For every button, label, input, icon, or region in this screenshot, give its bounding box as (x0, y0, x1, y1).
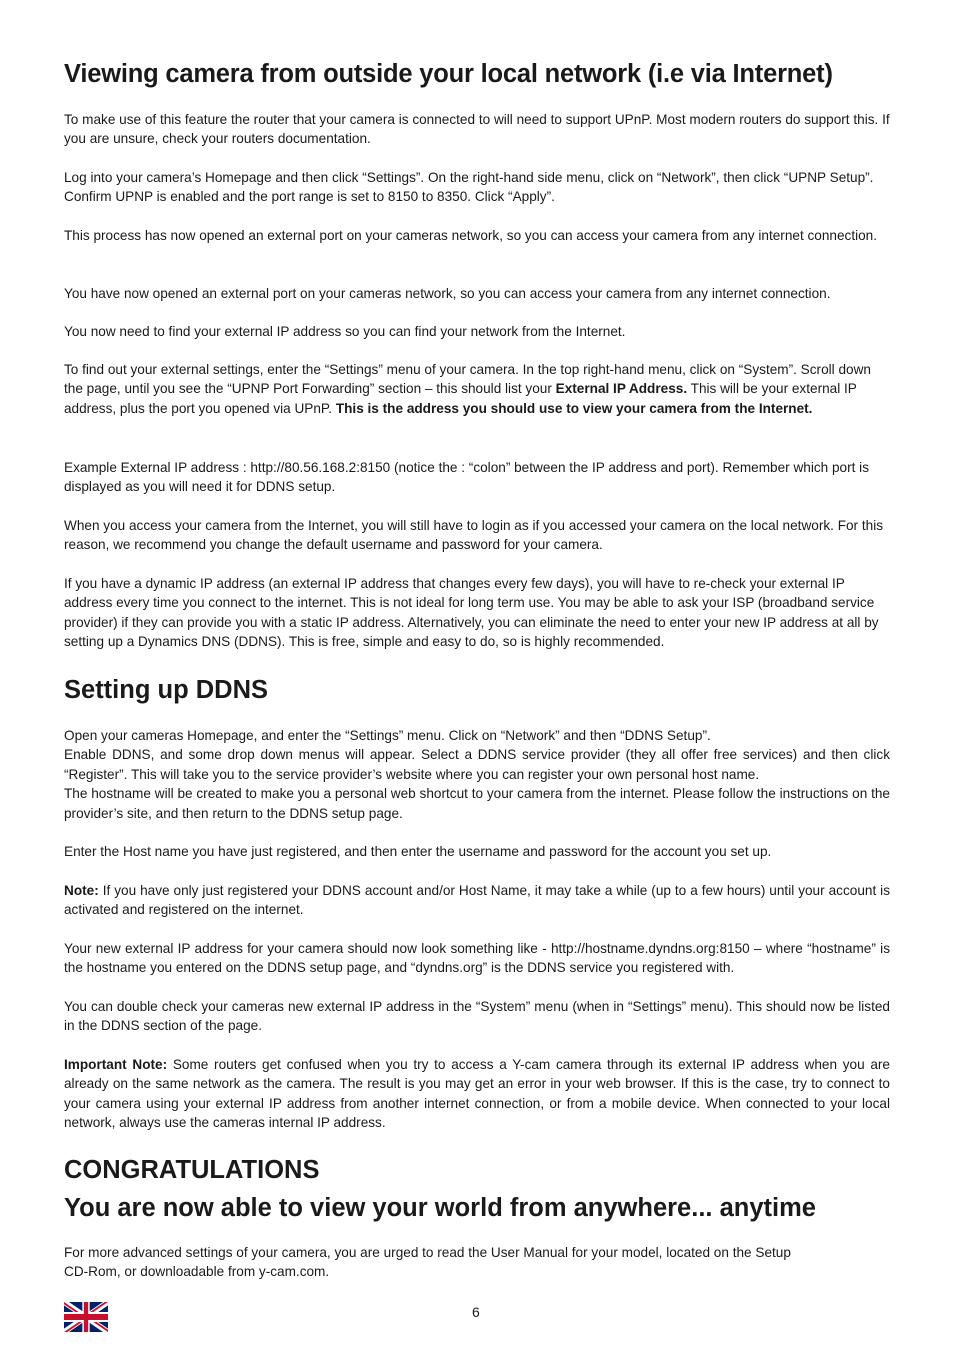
section-heading-ddns: Setting up DDNS (64, 676, 268, 704)
paragraph: Example External IP address : http://80.56.168.2:8150 (notice the : “colon” between the IP address and port). Remember which port is displayed as you will need it for DDNS setup. (64, 460, 869, 495)
paragraph: Log into your camera’s Homepage and then click “Settings”. On the right-hand side menu, click on “Network”, then click “UPNP Setup”. Confirm UPNP is enabled and the port range is set to 8150 to 8350. Click “Apply”. (64, 170, 874, 205)
paragraph: This process has now opened an external port on your cameras network, so you can access your camera from any internet connection. (64, 228, 878, 243)
paragraph: To make use of this feature the router that your camera is connected to will need to support UPnP. Most modern routers do support this. If you are unsure, check your routers documentation. (64, 112, 890, 147)
paragraph: When you access your camera from the Internet, you will still have to login as if you accessed your camera on the local network. For this reason, we recommend you change the default username and password for your camera. (64, 518, 884, 553)
paragraph: Open your cameras Homepage, and enter the “Settings” menu. Click on “Network” and then “DDNS Setup”. Enable DDNS, and some drop down menus will appear. Select a DDNS service provider (they all offer free services) and then click “Register”. This will take you to the service provider’s website where you can register your own personal host name. The hostname will be created to make you a personal web shortcut to your camera from the internet. Please follow the instructions on the provider’s site, and then return to the DDNS setup page. (64, 728, 890, 821)
paragraph: You can double check your cameras new external IP address in the “System” menu (when in “Settings” menu). This should now be listed in the DDNS section of the page. (64, 999, 890, 1034)
paragraph: Enter the Host name you have just registered, and then enter the username and password for the account you set up. (64, 844, 772, 859)
paragraph: To find out your external settings, enter the “Settings” menu of your camera. In the top right-hand menu, click on “System”. Scroll down the page, until you see the “UPNP Port Forwarding” section – this should list your External IP Address. This will be your external IP address, plus the port you opened via UPnP. This is the address you should use to view your camera from the Internet. (64, 362, 871, 416)
page-number: 6 (472, 1304, 480, 1320)
uk-flag-icon (64, 1302, 108, 1332)
paragraph: If you have a dynamic IP address (an external IP address that changes every few days), you will have to re-check your external IP address every time you connect to the internet. This is not ideal for long term use. You may be able to ask your ISP (broadband service provider) if they can provide you with a static IP address. Alternatively, you can eliminate the need to enter your new IP address at all by setting up a Dynamics DNS (DDNS). This is free, simple and easy to do, so is highly recommended. (64, 576, 879, 650)
paragraph: For more advanced settings of your camera, you are urged to read the User Manual for your model, located on the Setup CD-Rom, or downloadable from y-cam.com. (64, 1245, 791, 1280)
paragraph: Your new external IP address for your camera should now look something like - http://hostname.dyndns.org:8150 – where “hostname” is the hostname you entered on the DDNS setup page, and “dyndns.org” is the DDNS service you registered with. (64, 941, 890, 976)
congratulations-heading: CONGRATULATIONS (64, 1156, 320, 1184)
note-paragraph: Note: If you have only just registered your DDNS account and/or Host Name, it may take a while (up to a few hours) until your account is activated and registered on the internet. (64, 883, 890, 918)
congratulations-subheading: You are now able to view your world from anywhere... anytime (64, 1194, 816, 1222)
paragraph: You now need to find your external IP address so you can find your network from the Internet. (64, 324, 626, 339)
important-note-paragraph: Important Note: Some routers get confused when you try to access a Y-cam camera through its external IP address when you are already on the same network as the camera. The result is you may get an error in your web browser. If this is the case, try to connect to your camera using your external IP address from another internet connection, or from a mobile device. When connected to your local network, always use the cameras internal IP address. (64, 1057, 890, 1131)
section-heading-internet-viewing: Viewing camera from outside your local network (i.e via Internet) (64, 60, 833, 88)
paragraph: You have now opened an external port on your cameras network, so you can access your camera from any internet connection. (64, 286, 831, 301)
